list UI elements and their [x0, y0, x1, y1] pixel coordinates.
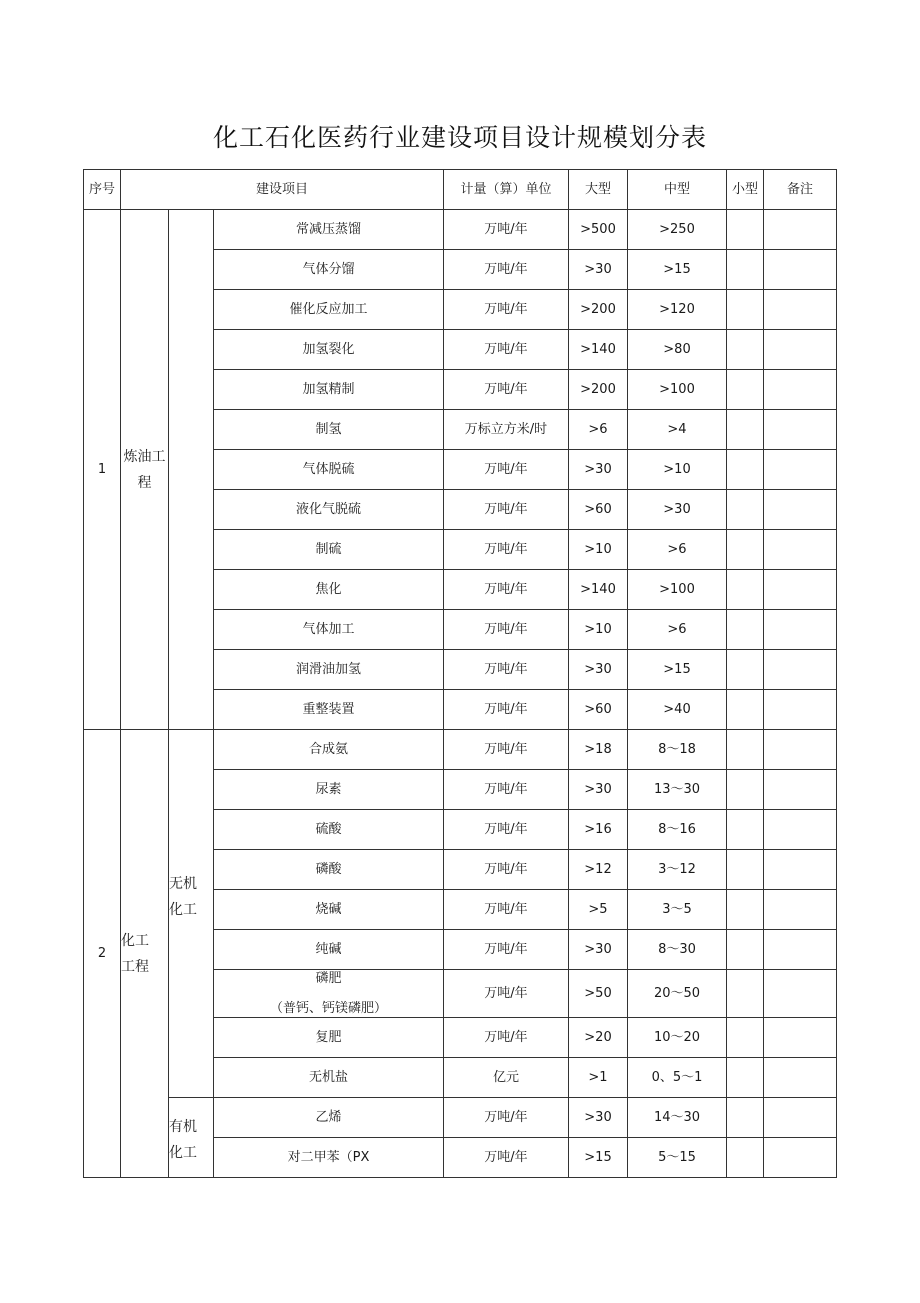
small-scale-cell — [727, 1018, 764, 1058]
remarks-cell — [764, 250, 837, 290]
unit-cell: 万吨/年 — [444, 330, 569, 370]
large-scale-cell: >30 — [569, 250, 628, 290]
table-row — [84, 730, 837, 770]
remarks-cell — [764, 1098, 837, 1138]
large-scale-cell: >16 — [569, 810, 628, 850]
small-scale-cell — [727, 1138, 764, 1178]
seq-cell: 2 — [84, 730, 121, 1178]
medium-scale-cell: 10～20 — [628, 1018, 727, 1058]
header-project: 建设项目 — [121, 170, 444, 210]
remarks-cell — [764, 650, 837, 690]
subcategory-cell-line1: 无机 — [169, 875, 197, 892]
project-name-cell — [214, 490, 444, 530]
unit-cell: 万吨/年 — [444, 930, 569, 970]
remarks-cell — [764, 1058, 837, 1098]
subcategory-cell — [169, 730, 214, 1098]
large-scale-cell: >30 — [569, 650, 628, 690]
medium-scale-cell: 20～50 — [628, 970, 727, 1018]
project-name-cell — [214, 770, 444, 810]
medium-scale-cell: >100 — [628, 570, 727, 610]
medium-scale-cell: >6 — [628, 610, 727, 650]
small-scale-cell — [727, 410, 764, 450]
large-scale-cell: >12 — [569, 850, 628, 890]
project-name-cell — [214, 450, 444, 490]
large-scale-cell: >50 — [569, 970, 628, 1018]
large-scale-cell: >200 — [569, 370, 628, 410]
page-title: 化工石化医药行业建设项目设计规模划分表 — [212, 123, 707, 152]
project-name: 制硫 — [315, 542, 342, 557]
project-name-cell — [214, 1138, 444, 1178]
unit-cell: 万吨/年 — [444, 890, 569, 930]
project-name-cell — [214, 970, 444, 1018]
subcategory-cell — [169, 1098, 214, 1178]
category-cell-line1: 炼油工 — [123, 448, 166, 465]
project-name: 重整装置 — [302, 702, 355, 717]
small-scale-cell — [727, 810, 764, 850]
unit-cell: 万吨/年 — [444, 970, 569, 1018]
small-scale-cell — [727, 1098, 764, 1138]
large-scale-cell: >500 — [569, 210, 628, 250]
project-name-cell — [214, 650, 444, 690]
project-name: 催化反应加工 — [289, 302, 368, 317]
small-scale-cell — [727, 970, 764, 1018]
large-scale-cell: >18 — [569, 730, 628, 770]
subcategory-cell-line1: 有机 — [169, 1118, 197, 1135]
small-scale-cell — [727, 690, 764, 730]
project-name-cell — [214, 290, 444, 330]
medium-scale-cell: 8～30 — [628, 930, 727, 970]
project-name-cell — [214, 1018, 444, 1058]
small-scale-cell — [727, 530, 764, 570]
unit-cell: 万吨/年 — [444, 490, 569, 530]
remarks-cell — [764, 890, 837, 930]
project-name-cell — [214, 690, 444, 730]
project-name-cell — [214, 730, 444, 770]
project-name-cell — [214, 250, 444, 290]
remarks-cell — [764, 450, 837, 490]
project-name: 无机盐 — [308, 1070, 348, 1085]
project-name-cell — [214, 370, 444, 410]
remarks-cell — [764, 810, 837, 850]
category-cell-line2: 工程 — [121, 958, 149, 975]
project-name: 加氢裂化 — [302, 342, 355, 357]
large-scale-cell: >10 — [569, 530, 628, 570]
large-scale-cell: >140 — [569, 570, 628, 610]
unit-cell: 万标立方米/时 — [444, 410, 569, 450]
remarks-cell — [764, 930, 837, 970]
small-scale-cell — [727, 570, 764, 610]
unit-cell: 万吨/年 — [444, 610, 569, 650]
medium-scale-cell: 3～12 — [628, 850, 727, 890]
project-name: 气体脱硫 — [302, 462, 355, 477]
header-unit: 计量（算）单位 — [444, 170, 569, 210]
large-scale-cell: >10 — [569, 610, 628, 650]
remarks-cell — [764, 770, 837, 810]
project-name: 合成氨 — [308, 742, 348, 757]
unit-cell: 万吨/年 — [444, 850, 569, 890]
project-name: 焦化 — [315, 582, 342, 597]
medium-scale-cell: 8～16 — [628, 810, 727, 850]
small-scale-cell — [727, 370, 764, 410]
category-cell — [121, 730, 169, 1178]
large-scale-cell: >60 — [569, 690, 628, 730]
small-scale-cell — [727, 890, 764, 930]
medium-scale-cell: >80 — [628, 330, 727, 370]
unit-cell: 万吨/年 — [444, 210, 569, 250]
small-scale-cell — [727, 930, 764, 970]
table-row — [84, 210, 837, 250]
small-scale-cell — [727, 490, 764, 530]
large-scale-cell: >30 — [569, 770, 628, 810]
remarks-cell — [764, 850, 837, 890]
large-scale-cell: >30 — [569, 450, 628, 490]
header-large: 大型 — [569, 170, 628, 210]
large-scale-cell: >6 — [569, 410, 628, 450]
unit-cell: 万吨/年 — [444, 1138, 569, 1178]
remarks-cell — [764, 610, 837, 650]
medium-scale-cell: 8～18 — [628, 730, 727, 770]
remarks-cell — [764, 410, 837, 450]
category-cell — [121, 210, 169, 730]
project-name: 尿素 — [315, 782, 342, 797]
project-name: 乙烯 — [315, 1110, 342, 1125]
project-name: 液化气脱硫 — [295, 502, 361, 517]
small-scale-cell — [727, 1058, 764, 1098]
unit-cell: 亿元 — [444, 1058, 569, 1098]
table-row — [84, 1098, 837, 1138]
large-scale-cell: >30 — [569, 930, 628, 970]
medium-scale-cell: 3～5 — [628, 890, 727, 930]
small-scale-cell — [727, 770, 764, 810]
header-remarks: 备注 — [764, 170, 837, 210]
small-scale-cell — [727, 730, 764, 770]
project-name: 对二甲苯（PX — [287, 1150, 370, 1165]
medium-scale-cell: 13～30 — [628, 770, 727, 810]
subcategory-cell — [169, 210, 214, 250]
project-name-cell — [214, 890, 444, 930]
unit-cell: 万吨/年 — [444, 370, 569, 410]
unit-cell: 万吨/年 — [444, 770, 569, 810]
remarks-cell — [764, 290, 837, 330]
medium-scale-cell: >100 — [628, 370, 727, 410]
subcategory-cell-line2: 化工 — [169, 1144, 197, 1161]
project-name-cell — [214, 610, 444, 650]
medium-scale-cell: >250 — [628, 210, 727, 250]
large-scale-cell: >1 — [569, 1058, 628, 1098]
category-cell-line1: 化工 — [121, 932, 149, 949]
project-name: 硫酸 — [315, 822, 342, 837]
project-name-cell — [214, 850, 444, 890]
small-scale-cell — [727, 450, 764, 490]
small-scale-cell — [727, 850, 764, 890]
header-seq: 序号 — [84, 170, 121, 210]
remarks-cell — [764, 210, 837, 250]
project-name: 润滑油加氢 — [295, 662, 361, 677]
medium-scale-cell: >6 — [628, 530, 727, 570]
header-medium: 中型 — [628, 170, 727, 210]
scale-classification-table — [83, 169, 837, 1178]
project-name-cell — [214, 570, 444, 610]
unit-cell: 万吨/年 — [444, 250, 569, 290]
project-name: 纯碱 — [315, 942, 342, 957]
small-scale-cell — [727, 290, 764, 330]
category-cell-line2: 程 — [137, 474, 152, 491]
large-scale-cell: >140 — [569, 330, 628, 370]
large-scale-cell: >200 — [569, 290, 628, 330]
unit-cell: 万吨/年 — [444, 1018, 569, 1058]
medium-scale-cell: >120 — [628, 290, 727, 330]
large-scale-cell: >60 — [569, 490, 628, 530]
small-scale-cell — [727, 610, 764, 650]
unit-cell: 万吨/年 — [444, 730, 569, 770]
remarks-cell — [764, 370, 837, 410]
project-name: 烧碱 — [315, 902, 342, 917]
remarks-cell — [764, 530, 837, 570]
subcategory-cell-line2: 化工 — [169, 901, 197, 918]
medium-scale-cell: >10 — [628, 450, 727, 490]
large-scale-cell: >30 — [569, 1098, 628, 1138]
unit-cell: 万吨/年 — [444, 650, 569, 690]
project-name-cell — [214, 930, 444, 970]
remarks-cell — [764, 730, 837, 770]
unit-cell: 万吨/年 — [444, 290, 569, 330]
medium-scale-cell: >4 — [628, 410, 727, 450]
medium-scale-cell: 5～15 — [628, 1138, 727, 1178]
project-name: 复肥 — [315, 1030, 342, 1045]
header-row — [84, 170, 837, 210]
remarks-cell — [764, 490, 837, 530]
subcategory-cell — [169, 250, 214, 730]
remarks-cell — [764, 970, 837, 1018]
small-scale-cell — [727, 250, 764, 290]
unit-cell: 万吨/年 — [444, 690, 569, 730]
unit-cell: 万吨/年 — [444, 450, 569, 490]
medium-scale-cell: >30 — [628, 490, 727, 530]
small-scale-cell — [727, 330, 764, 370]
project-name-cell — [214, 410, 444, 450]
medium-scale-cell: >40 — [628, 690, 727, 730]
remarks-cell — [764, 570, 837, 610]
project-name: 气体加工 — [302, 622, 355, 637]
project-name: 常减压蒸馏 — [295, 222, 361, 237]
project-name: 加氢精制 — [302, 382, 355, 397]
project-name-detail: （普钙、钙镁磷肥） — [269, 1001, 387, 1016]
large-scale-cell: >15 — [569, 1138, 628, 1178]
unit-cell: 万吨/年 — [444, 570, 569, 610]
project-name-cell — [214, 810, 444, 850]
project-name-cell — [214, 210, 444, 250]
medium-scale-cell: >15 — [628, 650, 727, 690]
header-small: 小型 — [727, 170, 764, 210]
seq-cell: 1 — [84, 210, 121, 730]
project-name-cell — [214, 530, 444, 570]
medium-scale-cell: 0、5～1 — [628, 1058, 727, 1098]
large-scale-cell: >5 — [569, 890, 628, 930]
large-scale-cell: >20 — [569, 1018, 628, 1058]
project-name-cell — [214, 330, 444, 370]
table-row — [84, 250, 837, 290]
medium-scale-cell: 14～30 — [628, 1098, 727, 1138]
unit-cell: 万吨/年 — [444, 1098, 569, 1138]
small-scale-cell — [727, 650, 764, 690]
unit-cell: 万吨/年 — [444, 810, 569, 850]
project-name: 气体分馏 — [302, 262, 355, 277]
small-scale-cell — [727, 210, 764, 250]
remarks-cell — [764, 690, 837, 730]
remarks-cell — [764, 1138, 837, 1178]
project-name: 磷酸 — [315, 862, 342, 877]
project-name: 磷肥 — [315, 971, 342, 986]
project-name: 制氢 — [315, 422, 342, 437]
medium-scale-cell: >15 — [628, 250, 727, 290]
remarks-cell — [764, 330, 837, 370]
project-name-cell — [214, 1058, 444, 1098]
project-name-cell — [214, 1098, 444, 1138]
remarks-cell — [764, 1018, 837, 1058]
unit-cell: 万吨/年 — [444, 530, 569, 570]
